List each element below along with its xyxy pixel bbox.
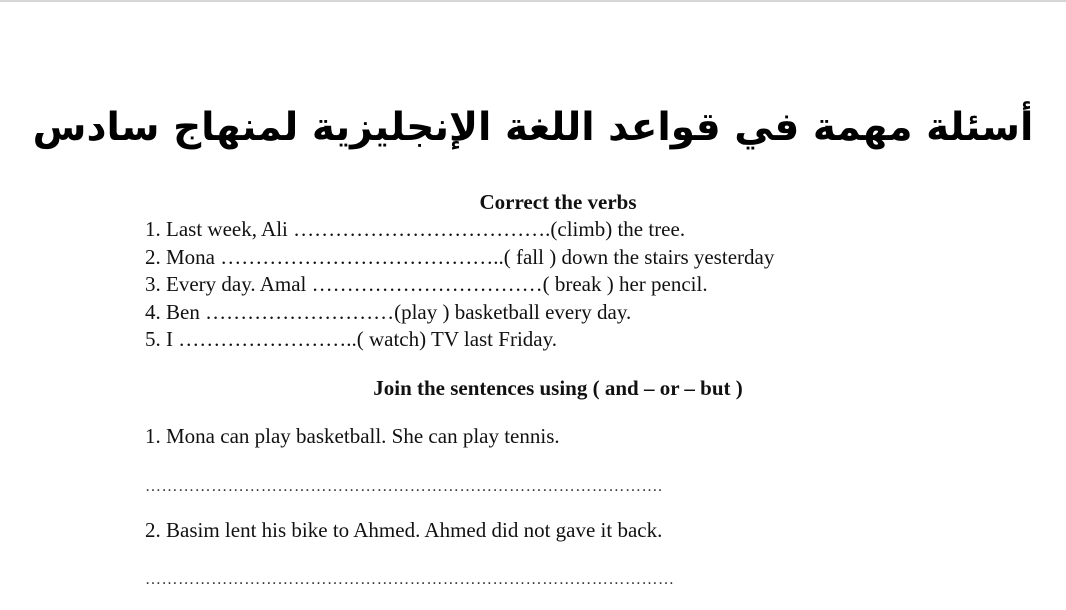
verb-item-1: 1. Last week, Ali ……………………………….(climb) the tree.	[145, 217, 686, 241]
worksheet-title: أسئلة مهمة في قواعد اللغة الإنجليزية لمنهاج سادس	[32, 105, 1034, 150]
verb-item-2: 2. Mona …………………………………..( fall ) down the stairs yesterday	[145, 245, 775, 269]
join-question-1: 1. Mona can play basketball. She can play tennis.	[145, 424, 560, 448]
correct-verbs-heading: Correct the verbs	[479, 190, 637, 214]
verb-item-3: 3. Every day. Amal ……………………………( break ) her pencil.	[145, 272, 708, 296]
page-top-border	[0, 0, 1066, 2]
verb-item-4: 4. Ben ………………………(play ) basketball every day.	[145, 300, 632, 324]
join-sentences-heading: Join the sentences using ( and – or – but )	[373, 376, 743, 400]
join-question-2: 2. Basim lent his bike to Ahmed. Ahmed did not gave it back.	[145, 518, 663, 542]
join-answer-line-1: ………………………………………………………………………………….	[145, 478, 663, 495]
join-answer-line-2: ……………………………………………………………………………………	[145, 571, 675, 588]
verb-item-5: 5. I ……………………..( watch) TV last Friday.	[145, 327, 557, 351]
